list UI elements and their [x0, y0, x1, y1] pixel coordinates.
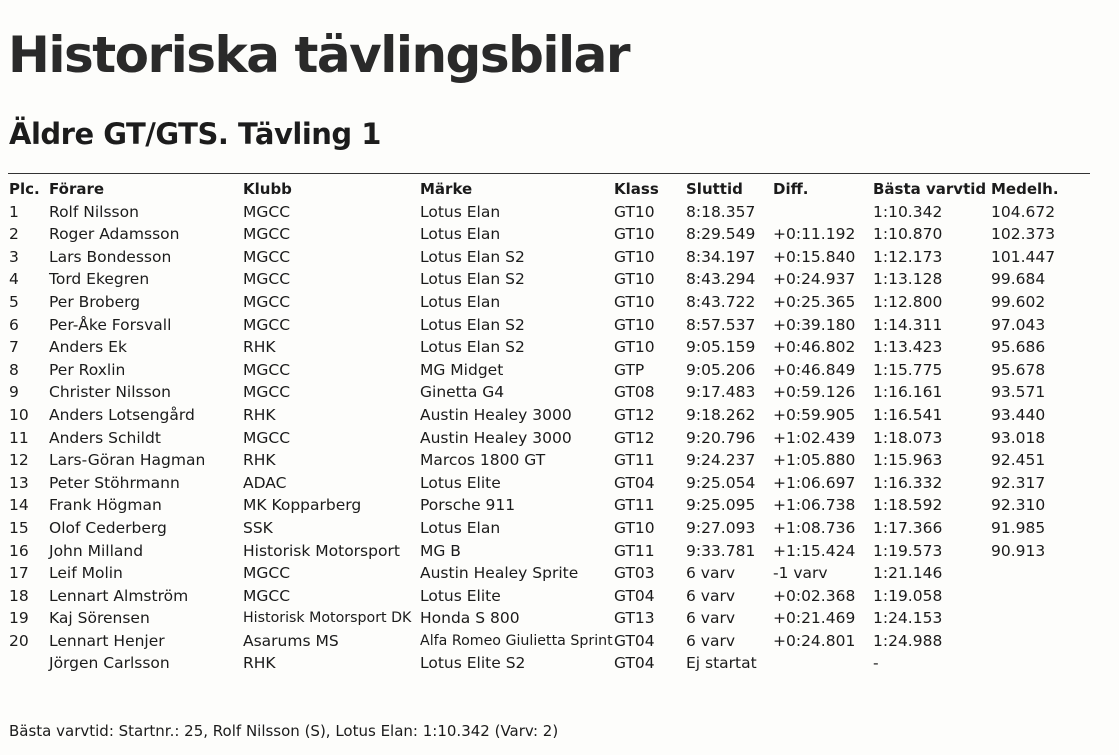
- table-row: [0, 449, 1119, 472]
- cell-time: 8:34.197: [686, 247, 756, 266]
- cell-plc: 7: [9, 338, 19, 357]
- cell-best: 1:19.058: [873, 586, 943, 605]
- cell-driver: Jörgen Carlsson: [49, 654, 170, 673]
- cell-avg: 99.602: [991, 292, 1046, 311]
- cell-diff: +0:25.365: [773, 292, 856, 311]
- cell-club: ADAC: [243, 473, 287, 492]
- cell-make: Lotus Elan: [420, 292, 501, 311]
- cell-make: Austin Healey Sprite: [420, 564, 579, 583]
- header-plc: Plc.: [9, 180, 40, 198]
- cell-time: 6 varv: [686, 586, 736, 605]
- cell-driver: Christer Nilsson: [49, 383, 171, 402]
- header-best: Bästa varvtid: [873, 180, 987, 198]
- cell-driver: Anders Lotsengård: [49, 405, 195, 424]
- cell-make: MG Midget: [420, 360, 504, 379]
- cell-driver: Frank Högman: [49, 496, 162, 515]
- page-title: Historiska tävlingsbilar: [8, 26, 630, 84]
- cell-plc: 8: [9, 360, 19, 379]
- divider: [8, 173, 1090, 174]
- cell-time: 8:18.357: [686, 202, 756, 221]
- cell-club: MGCC: [243, 270, 291, 289]
- cell-make: Lotus Elan S2: [420, 270, 525, 289]
- cell-best: 1:13.423: [873, 338, 943, 357]
- cell-make: Lotus Elan: [420, 518, 501, 537]
- table-row: [0, 336, 1119, 359]
- cell-best: 1:19.573: [873, 541, 943, 560]
- cell-driver: Peter Stöhrmann: [49, 473, 180, 492]
- table-row: [0, 427, 1119, 450]
- cell-diff: +1:05.880: [773, 451, 856, 470]
- cell-driver: Per Roxlin: [49, 360, 126, 379]
- cell-avg: 95.678: [991, 360, 1046, 379]
- cell-make: Lotus Elite S2: [420, 654, 526, 673]
- cell-class: GT10: [614, 292, 655, 311]
- cell-time: 9:25.054: [686, 473, 756, 492]
- cell-driver: Lars-Göran Hagman: [49, 451, 206, 470]
- cell-best: 1:16.541: [873, 405, 943, 424]
- cell-time: 8:29.549: [686, 225, 756, 244]
- cell-plc: 18: [9, 586, 29, 605]
- cell-time: 9:25.095: [686, 496, 756, 515]
- cell-driver: Per-Åke Forsvall: [49, 315, 172, 334]
- cell-make: MG B: [420, 541, 461, 560]
- table-row: [0, 223, 1119, 246]
- cell-best: 1:12.800: [873, 292, 943, 311]
- cell-driver: Per Broberg: [49, 292, 141, 311]
- cell-plc: 6: [9, 315, 19, 334]
- cell-club: MGCC: [243, 292, 291, 311]
- table-row: [0, 404, 1119, 427]
- cell-club: MGCC: [243, 247, 291, 266]
- cell-club: MGCC: [243, 202, 291, 221]
- cell-best: 1:10.870: [873, 225, 943, 244]
- cell-avg: 92.317: [991, 473, 1046, 492]
- cell-class: GT04: [614, 473, 655, 492]
- cell-driver: Leif Molin: [49, 564, 123, 583]
- cell-time: 9:05.206: [686, 360, 756, 379]
- header-avg: Medelh.: [991, 180, 1059, 198]
- cell-driver: Tord Ekegren: [49, 270, 150, 289]
- cell-club: MGCC: [243, 360, 291, 379]
- cell-avg: 93.571: [991, 383, 1046, 402]
- cell-diff: +0:11.192: [773, 225, 856, 244]
- cell-avg: 90.913: [991, 541, 1046, 560]
- cell-driver: Lennart Almström: [49, 586, 189, 605]
- cell-driver: Lars Bondesson: [49, 247, 172, 266]
- cell-time: 8:43.294: [686, 270, 756, 289]
- table-row: [0, 472, 1119, 495]
- cell-plc: 1: [9, 202, 19, 221]
- cell-plc: 3: [9, 247, 19, 266]
- cell-class: GT10: [614, 518, 655, 537]
- cell-plc: 2: [9, 225, 19, 244]
- cell-class: GT12: [614, 428, 655, 447]
- cell-class: GT10: [614, 338, 655, 357]
- cell-time: 6 varv: [686, 609, 736, 628]
- table-row: [0, 652, 1119, 675]
- cell-diff: +0:39.180: [773, 315, 856, 334]
- table-body: [0, 201, 1119, 675]
- cell-make: Austin Healey 3000: [420, 428, 572, 447]
- cell-make: Marcos 1800 GT: [420, 451, 546, 470]
- cell-club: RHK: [243, 338, 276, 357]
- cell-make: Lotus Elan: [420, 225, 501, 244]
- cell-club: MGCC: [243, 383, 291, 402]
- cell-diff: +1:08.736: [773, 518, 856, 537]
- cell-avg: 93.440: [991, 405, 1046, 424]
- results-table: [0, 178, 1119, 675]
- cell-diff: +1:06.738: [773, 496, 856, 515]
- cell-class: GT12: [614, 405, 655, 424]
- cell-avg: 92.310: [991, 496, 1046, 515]
- header-club: Klubb: [243, 180, 292, 198]
- cell-club: Historisk Motorsport DK: [243, 610, 412, 627]
- table-row: [0, 494, 1119, 517]
- cell-class: GT10: [614, 202, 655, 221]
- cell-best: 1:18.073: [873, 428, 943, 447]
- cell-avg: 99.684: [991, 270, 1046, 289]
- cell-class: GT08: [614, 383, 655, 402]
- cell-class: GT10: [614, 270, 655, 289]
- cell-avg: 97.043: [991, 315, 1046, 334]
- page-subtitle: Äldre GT/GTS. Tävling 1: [9, 117, 381, 151]
- cell-best: 1:16.332: [873, 473, 943, 492]
- cell-plc: 16: [9, 541, 29, 560]
- cell-driver: Rolf Nilsson: [49, 202, 139, 221]
- cell-diff: +0:59.905: [773, 405, 856, 424]
- header-make: Märke: [420, 180, 473, 198]
- cell-club: RHK: [243, 654, 276, 673]
- cell-make: Porsche 911: [420, 496, 516, 515]
- cell-time: 9:33.781: [686, 541, 756, 560]
- cell-class: GT04: [614, 654, 655, 673]
- cell-club: MK Kopparberg: [243, 496, 362, 515]
- cell-club: MGCC: [243, 586, 291, 605]
- cell-best: 1:14.311: [873, 315, 943, 334]
- cell-make: Alfa Romeo Giulietta Sprint: [420, 632, 613, 649]
- cell-class: GT11: [614, 496, 655, 515]
- cell-avg: 101.447: [991, 247, 1056, 266]
- cell-club: MGCC: [243, 564, 291, 583]
- cell-club: RHK: [243, 405, 276, 424]
- cell-make: Honda S 800: [420, 609, 520, 628]
- cell-best: 1:13.128: [873, 270, 943, 289]
- cell-plc: 12: [9, 451, 29, 470]
- cell-best: 1:12.173: [873, 247, 943, 266]
- cell-time: 9:20.796: [686, 428, 756, 447]
- cell-plc: 11: [9, 428, 29, 447]
- cell-make: Austin Healey 3000: [420, 405, 572, 424]
- cell-diff: +0:02.368: [773, 586, 856, 605]
- cell-make: Lotus Elan S2: [420, 315, 525, 334]
- cell-time: Ej startat: [686, 654, 757, 673]
- table-row: [0, 540, 1119, 563]
- cell-class: GT04: [614, 586, 655, 605]
- header-diff: Diff.: [773, 180, 809, 198]
- cell-plc: 5: [9, 292, 19, 311]
- cell-class: GT03: [614, 564, 655, 583]
- cell-club: MGCC: [243, 225, 291, 244]
- cell-plc: 9: [9, 383, 19, 402]
- cell-diff: +1:15.424: [773, 541, 856, 560]
- cell-diff: +0:59.126: [773, 383, 856, 402]
- cell-class: GT10: [614, 225, 655, 244]
- table-row: [0, 517, 1119, 540]
- best-lap-note: Bästa varvtid: Startnr.: 25, Rolf Nilsson (S), Lotus Elan: 1:10.342 (Varv: 2): [9, 722, 559, 740]
- cell-avg: 93.018: [991, 428, 1046, 447]
- cell-driver: Kaj Sörensen: [49, 609, 150, 628]
- cell-plc: 10: [9, 405, 29, 424]
- cell-driver: Olof Cederberg: [49, 518, 167, 537]
- cell-class: GT10: [614, 315, 655, 334]
- cell-plc: 19: [9, 609, 29, 628]
- cell-class: GT13: [614, 609, 655, 628]
- cell-avg: 95.686: [991, 338, 1046, 357]
- cell-best: 1:16.161: [873, 383, 943, 402]
- cell-make: Lotus Elite: [420, 473, 501, 492]
- header-time: Sluttid: [686, 180, 743, 198]
- cell-best: -: [873, 654, 879, 673]
- cell-diff: +0:46.802: [773, 338, 856, 357]
- header-driver: Förare: [49, 180, 105, 198]
- cell-plc: 17: [9, 564, 29, 583]
- cell-best: 1:17.366: [873, 518, 943, 537]
- cell-best: 1:15.963: [873, 451, 943, 470]
- cell-best: 1:18.592: [873, 496, 943, 515]
- cell-driver: John Milland: [49, 541, 144, 560]
- table-row: [0, 607, 1119, 630]
- cell-class: GT11: [614, 451, 655, 470]
- cell-club: Asarums MS: [243, 631, 339, 650]
- cell-driver: Roger Adamsson: [49, 225, 180, 244]
- table-row: [0, 268, 1119, 291]
- cell-avg: 92.451: [991, 451, 1046, 470]
- cell-time: 9:27.093: [686, 518, 756, 537]
- cell-time: 9:05.159: [686, 338, 756, 357]
- table-row: [0, 314, 1119, 337]
- cell-club: Historisk Motorsport: [243, 541, 400, 560]
- cell-driver: Lennart Henjer: [49, 631, 165, 650]
- cell-make: Lotus Elan: [420, 202, 501, 221]
- header-class: Klass: [614, 180, 659, 198]
- cell-diff: +0:15.840: [773, 247, 856, 266]
- table-row: [0, 585, 1119, 608]
- cell-diff: +0:46.849: [773, 360, 856, 379]
- cell-diff: +1:06.697: [773, 473, 856, 492]
- cell-club: RHK: [243, 451, 276, 470]
- cell-time: 9:17.483: [686, 383, 756, 402]
- cell-make: Lotus Elan S2: [420, 338, 525, 357]
- cell-time: 6 varv: [686, 564, 736, 583]
- cell-best: 1:24.153: [873, 609, 943, 628]
- cell-diff: -1 varv: [773, 564, 828, 583]
- cell-make: Lotus Elite: [420, 586, 501, 605]
- cell-plc: 15: [9, 518, 29, 537]
- cell-class: GT11: [614, 541, 655, 560]
- cell-diff: +0:21.469: [773, 609, 856, 628]
- table-row: [0, 246, 1119, 269]
- cell-diff: +0:24.937: [773, 270, 856, 289]
- cell-best: 1:24.988: [873, 631, 943, 650]
- cell-plc: 14: [9, 496, 29, 515]
- table-row: [0, 381, 1119, 404]
- table-row: [0, 630, 1119, 653]
- cell-time: 6 varv: [686, 631, 736, 650]
- cell-make: Lotus Elan S2: [420, 247, 525, 266]
- cell-time: 9:24.237: [686, 451, 756, 470]
- cell-driver: Anders Schildt: [49, 428, 161, 447]
- cell-club: SSK: [243, 518, 273, 537]
- cell-class: GT04: [614, 631, 655, 650]
- cell-avg: 104.672: [991, 202, 1056, 221]
- cell-class: GT10: [614, 247, 655, 266]
- cell-diff: +1:02.439: [773, 428, 856, 447]
- cell-make: Ginetta G4: [420, 383, 505, 402]
- cell-driver: Anders Ek: [49, 338, 127, 357]
- cell-club: MGCC: [243, 428, 291, 447]
- cell-plc: 13: [9, 473, 29, 492]
- cell-best: 1:21.146: [873, 564, 943, 583]
- cell-best: 1:15.775: [873, 360, 943, 379]
- table-row: [0, 201, 1119, 224]
- cell-plc: 20: [9, 631, 29, 650]
- cell-plc: 4: [9, 270, 19, 289]
- cell-club: MGCC: [243, 315, 291, 334]
- cell-time: 8:43.722: [686, 292, 756, 311]
- cell-class: GTP: [614, 360, 645, 379]
- table-row: [0, 562, 1119, 585]
- cell-avg: 102.373: [991, 225, 1056, 244]
- table-header: [0, 178, 1119, 201]
- cell-time: 9:18.262: [686, 405, 756, 424]
- cell-avg: 91.985: [991, 518, 1046, 537]
- cell-best: 1:10.342: [873, 202, 943, 221]
- cell-time: 8:57.537: [686, 315, 756, 334]
- table-row: [0, 291, 1119, 314]
- table-row: [0, 359, 1119, 382]
- cell-diff: +0:24.801: [773, 631, 856, 650]
